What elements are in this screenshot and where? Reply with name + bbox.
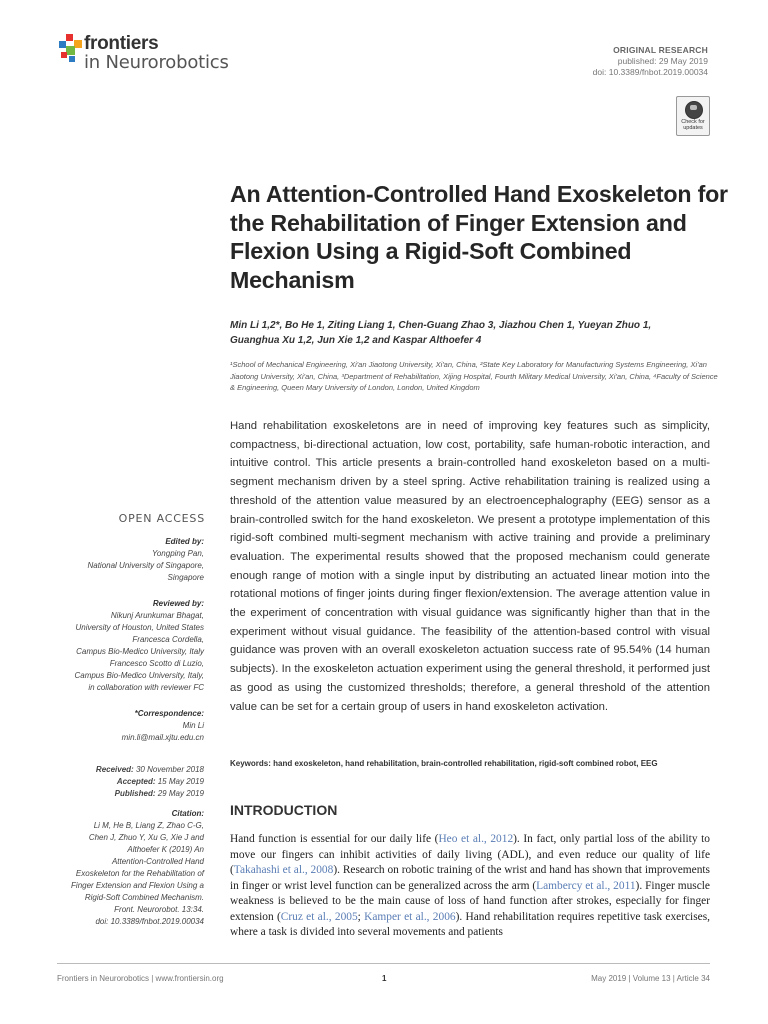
reviewer-line: Campus Bio-Medico University, Italy, xyxy=(74,671,204,680)
citation-link[interactable]: Cruz et al., 2005 xyxy=(280,910,358,923)
journal-name xyxy=(84,34,229,73)
citation-line: Exoskeleton for the Rehabilitation of xyxy=(75,869,204,878)
reviewer-line: Francesco Scotto di Luzio, xyxy=(109,659,204,668)
citation-link[interactable]: Kamper et al., 2006 xyxy=(364,910,456,923)
published-date-sidebar: Published: 29 May 2019 xyxy=(114,789,204,798)
editor-line: National University of Singapore, xyxy=(87,561,204,570)
reviewer-line: Francesca Cordella, xyxy=(132,635,204,644)
citation-line: Chen J, Zhuo Y, Xu G, Xie J and xyxy=(88,833,204,842)
received-date: Received: 30 November 2018 xyxy=(95,765,204,774)
frontiers-logo-icon xyxy=(57,34,83,64)
doi[interactable]: doi: 10.3389/fnbot.2019.00034 xyxy=(592,67,708,78)
footer-journal-url[interactable]: Frontiers in Neurorobotics | www.frontiersin.org xyxy=(57,974,224,983)
article-title: An Attention-Controlled Hand Exoskeleton for the Rehabilitation of Finger Extension and Flexion Using a Rigid-Soft Combined Mechanism xyxy=(230,181,728,293)
citation-link[interactable]: Heo et al., 2012 xyxy=(438,833,514,845)
published-date: published: 29 May 2019 xyxy=(617,56,708,67)
reviewer-line: Nikunj Arunkumar Bhagat, xyxy=(110,611,204,620)
author-list xyxy=(230,318,720,348)
abstract: Hand rehabilitation exoskeletons are in need of improving key features such as simplicity, compactness, bi-directional actuation, low cost, portability, safe human-robotic interaction, and intuitive control. This article presents a brain-controlled hand exoskeleton based on a multi-segment mechanism driven by a steel spring. Active rehabilitation training is realized using a threshold of the attention value measured by an electroencephalography (EEG) sensor as a brain-controlled switch for the hand exoskeleton. We present a prototype implementation of this rigid-soft combined multi-segment mechanism with active training and provide a preliminary evaluation. The experimental results showed that the proposed mechanism could generate enough range of motion with a single input by distributing an actuated linear motion into the rotational motions of finger joints during finger flexion/extension. The average attention value in the experiment of concentration with visual guidance was significantly higher than that in the experiment without visual guidance. The feasibility of the attention-based control with visual guidance was proven with an overall exoskeleton actuation success rate of 95.54% (14 human subjects). In the exoskeleton actuation experiment using the general threshold, it performed just as good as using the customized thresholds; therefore, a general threshold of the attention value can be set for a certain group of users in hand exoskeleton activation. xyxy=(230,420,710,713)
reviewed-by-heading: Reviewed by: xyxy=(152,599,204,608)
citation-link[interactable]: Takahashi et al., 2008 xyxy=(233,864,334,876)
citation-line: Front. Neurorobot. 13:34. xyxy=(114,905,204,914)
citation-line: doi: 10.3389/fnbot.2019.00034 xyxy=(95,917,204,926)
journal-name-line2: in Neurorobotics xyxy=(84,51,229,73)
affiliations: ¹School of Mechanical Engineering, Xi'an Jiaotong University, Xi'an, China, ²State Key Laboratory for Manufacturing Systems Engineering, Xi'an Jiaotong University, Xi'an, China, ³Department of Rehabilitation, Xijing Hospital, Fourth Military Medical University, Xi'an, China, ⁴Faculty of Science & Engineering, Queen Mary University of London, London, United Kingdom xyxy=(230,360,718,392)
dates-block xyxy=(40,764,204,800)
citation-line: Althoefer K (2019) An xyxy=(127,845,204,854)
article-meta xyxy=(593,45,708,78)
check-updates-label: Check for updates xyxy=(681,119,705,131)
introduction-paragraph: Hand function is essential for our daily life (Heo et al., 2012). In fact, only partial loss of the ability to move our fingers can inhibit activities of daily living (ADL), and even reduce our quality of life (Takahashi et al., 2008). Research on robotic training of the wrist and hand has shown that improvements in finger or wrist level function can be generalized across the arm (Lambercy et al., 2011). Finger muscle weakness is believed to be the main cause of loss of hand function after strokes, especially for finger extension (Cruz et al., 2005; Kamper et al., 2006). Hand rehabilitation requires repetitive task exercises, where a task is divided into several movements and patients xyxy=(230,833,710,938)
edited-by-block xyxy=(40,536,204,584)
reviewed-by-block xyxy=(40,598,204,694)
footer-divider xyxy=(57,963,710,964)
correspondence-name: Min Li xyxy=(182,721,204,730)
reviewer-line: University of Houston, United States xyxy=(75,623,204,632)
editor-line: Yongping Pan, xyxy=(151,549,204,558)
edited-by-heading: Edited by: xyxy=(165,537,204,546)
reviewer-line: Campus Bio-Medico University, Italy xyxy=(76,647,204,656)
check-updates-icon xyxy=(685,101,703,119)
correspondence-block xyxy=(40,708,204,744)
accepted-date: Accepted: 15 May 2019 xyxy=(116,777,204,786)
citation-line: Rigid-Soft Combined Mechanism. xyxy=(84,893,204,902)
authors-line-2: Guanghua Xu 1,2, Jun Xie 1,2 and Kaspar Althoefer 4 xyxy=(230,335,482,346)
journal-name-line1: frontiers xyxy=(84,33,159,54)
footer-issue-info: May 2019 | Volume 13 | Article 34 xyxy=(591,974,710,983)
editor-line: Singapore xyxy=(167,573,204,582)
citation-line: Attention-Controlled Hand xyxy=(111,857,204,866)
citation-link[interactable]: Lambercy et al., 2011 xyxy=(536,879,636,892)
open-access-label: OPEN ACCESS xyxy=(118,512,205,525)
check-for-updates-badge[interactable] xyxy=(676,96,710,136)
article-type: ORIGINAL RESEARCH xyxy=(613,45,708,55)
correspondence-heading: *Correspondence: xyxy=(134,709,204,718)
citation-line: Finger Extension and Flexion Using a xyxy=(71,881,204,890)
correspondence-email[interactable]: min.li@mail.xjtu.edu.cn xyxy=(121,733,204,742)
page-number: 1 xyxy=(382,974,387,983)
keywords: Keywords: hand exoskeleton, hand rehabilitation, brain-controlled rehabilitation, rigid-soft combined robot, EEG xyxy=(230,759,658,768)
reviewer-line: in collaboration with reviewer FC xyxy=(88,683,204,692)
citation-line: Li M, He B, Liang Z, Zhao C-G, xyxy=(93,821,204,830)
citation-block xyxy=(40,808,204,928)
citation-heading: Citation: xyxy=(171,809,204,818)
introduction-heading: INTRODUCTION xyxy=(230,802,338,818)
authors-line-1: Min Li 1,2*, Bo He 1, Ziting Liang 1, Chen-Guang Zhao 3, Jiazhou Chen 1, Yueyan Zhuo 1, xyxy=(230,320,652,331)
